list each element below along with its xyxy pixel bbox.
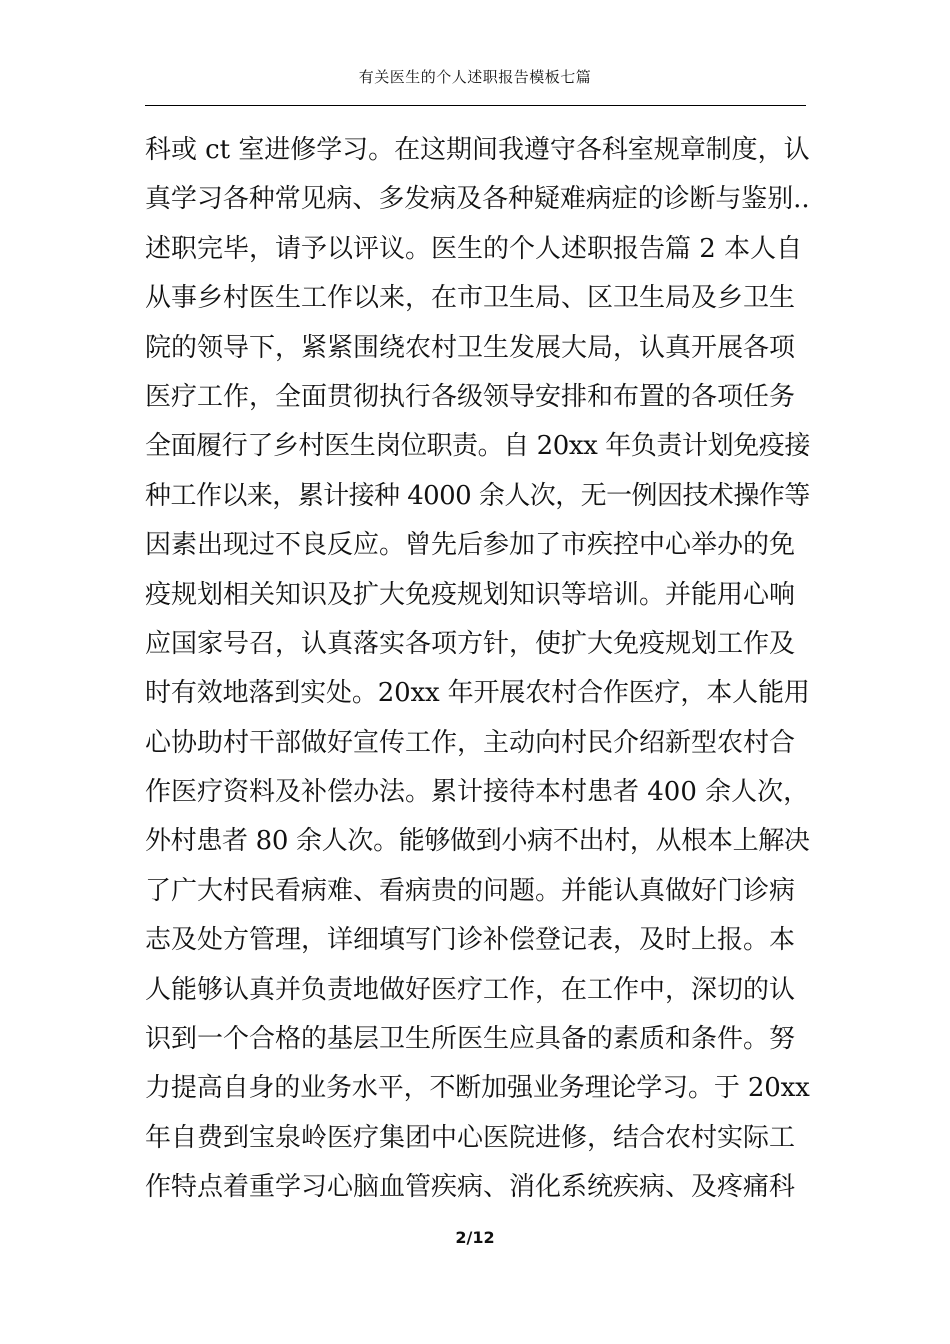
- page-number: 2/12: [455, 1228, 495, 1247]
- body-line: 力提高自身的业务水平，不断加强业务理论学习。于 20xx: [145, 1073, 810, 1104]
- body-line: 医疗工作，全面贯彻执行各级领导安排和布置的各项任务: [145, 381, 796, 412]
- body-line: 因素出现过不良反应。曾先后参加了市疾控中心举办的免: [145, 530, 796, 561]
- body-text: [145, 126, 810, 1213]
- body-line: 疫规划相关知识及扩大免疫规划知识等培训。并能用心响: [145, 579, 796, 610]
- body-line: 种工作以来，累计接种 4000 余人次，无一例因技术操作等: [145, 480, 810, 511]
- body-line: 作医疗资料及补偿办法。累计接待本村患者 400 余人次，: [145, 777, 810, 808]
- body-line: 院的领导下，紧紧围绕农村卫生发展大局，认真开展各项: [145, 332, 796, 363]
- body-line: 年自费到宝泉岭医疗集团中心医院进修，结合农村实际工: [145, 1122, 796, 1153]
- body-line: 外村患者 80 余人次。能够做到小病不出村，从根本上解决: [145, 826, 810, 857]
- body-line: 述职完毕，请予以评议。医生的个人述职报告篇 2 本人自: [145, 233, 803, 264]
- body-line: 心协助村干部做好宣传工作，主动向村民介绍新型农村合: [145, 727, 796, 758]
- running-header-title: 有关医生的个人述职报告模板七篇: [358, 68, 592, 86]
- body-line: 志及处方管理，详细填写门诊补偿登记表，及时上报。本: [145, 925, 796, 956]
- body-line: 真学习各种常见病、多发病及各种疑难病症的诊断与鉴别..: [145, 184, 810, 215]
- body-line: 识到一个合格的基层卫生所医生应具备的素质和条件。努: [145, 1024, 796, 1055]
- body-line: 了广大村民看病难、看病贵的问题。并能认真做好门诊病: [145, 875, 796, 906]
- body-line: 全面履行了乡村医生岗位职责。自 20xx 年负责计划免疫接: [145, 431, 810, 462]
- body-line: 人能够认真并负责地做好医疗工作，在工作中，深切的认: [145, 974, 796, 1005]
- header-divider: [145, 105, 806, 106]
- body-line: 时有效地落到实处。20xx 年开展农村合作医疗，本人能用: [145, 678, 810, 709]
- body-line: 从事乡村医生工作以来，在市卫生局、区卫生局及乡卫生: [145, 283, 796, 314]
- body-line: 应国家号召，认真落实各项方针，使扩大免疫规划工作及: [145, 628, 796, 659]
- body-line: 科或 ct 室进修学习。在这期间我遵守各科室规章制度，认: [145, 135, 810, 165]
- body-line: 作特点着重学习心脑血管疾病、消化系统疾病、及疼痛科: [145, 1172, 796, 1203]
